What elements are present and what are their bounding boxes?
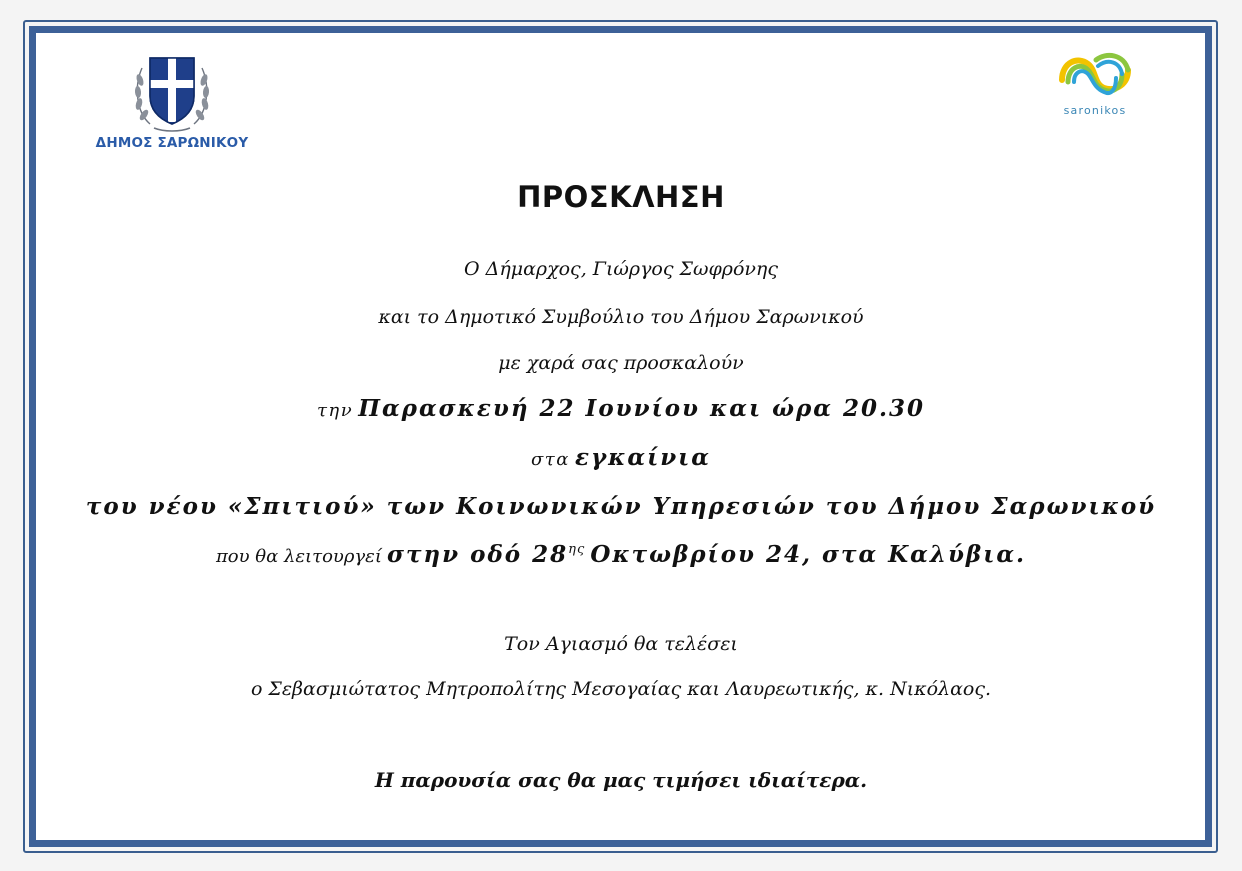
date-time: Παρασκευή 22 Ιουνίου και ώρα 20.30 <box>358 395 926 422</box>
address-street: στην οδό 28 <box>387 541 569 568</box>
closing-line: Η παρουσία σας θα μας τιμήσει ιδιαίτερα. <box>374 768 868 792</box>
host-line: Ο Δήμαρχος, Γιώργος Σωφρόνης <box>464 258 778 280</box>
invitation-title: ΠΡΟΣΚΛΗΣΗ <box>517 180 725 214</box>
venue-description: του νέου «Σπιτιού» των Κοινωνικών Υπηρεσιών του Δήμου Σαρωνικού <box>85 493 1157 520</box>
municipality-name: ΔΗΜΟΣ ΣΑΡΩΝΙΚΟΥ <box>95 135 249 151</box>
brand-wordmark: saronikos <box>1063 104 1127 117</box>
saronikos-logo-icon <box>1056 50 1134 100</box>
ordinal-suffix: ης <box>568 542 586 557</box>
invite-line: με χαρά σας προσκαλούν <box>498 352 744 374</box>
event-name: εγκαίνια <box>574 444 712 471</box>
saronikos-logo <box>1050 50 1140 120</box>
blessing-line: Τον Αγιασμό θα τελέσει <box>504 633 738 655</box>
metropolitan-line: ο Σεβασμιώτατος Μητροπολίτης Μεσογαίας και Λαυρεωτικής, κ. Νικόλαος. <box>250 678 992 700</box>
municipality-logo <box>86 46 258 156</box>
greek-coat-of-arms-icon <box>130 46 214 134</box>
event-prefix: στα <box>530 449 570 470</box>
date-line <box>40 395 1202 422</box>
address-line <box>40 541 1202 568</box>
address-prefix: που θα λειτουργεί <box>215 546 382 567</box>
date-prefix: την <box>316 400 354 421</box>
address-rest: Οκτωβρίου 24, στα Καλύβια. <box>590 541 1027 568</box>
council-line: και το Δημοτικό Συμβούλιο του Δήμου Σαρωνικού <box>378 306 864 328</box>
event-line <box>40 444 1202 471</box>
